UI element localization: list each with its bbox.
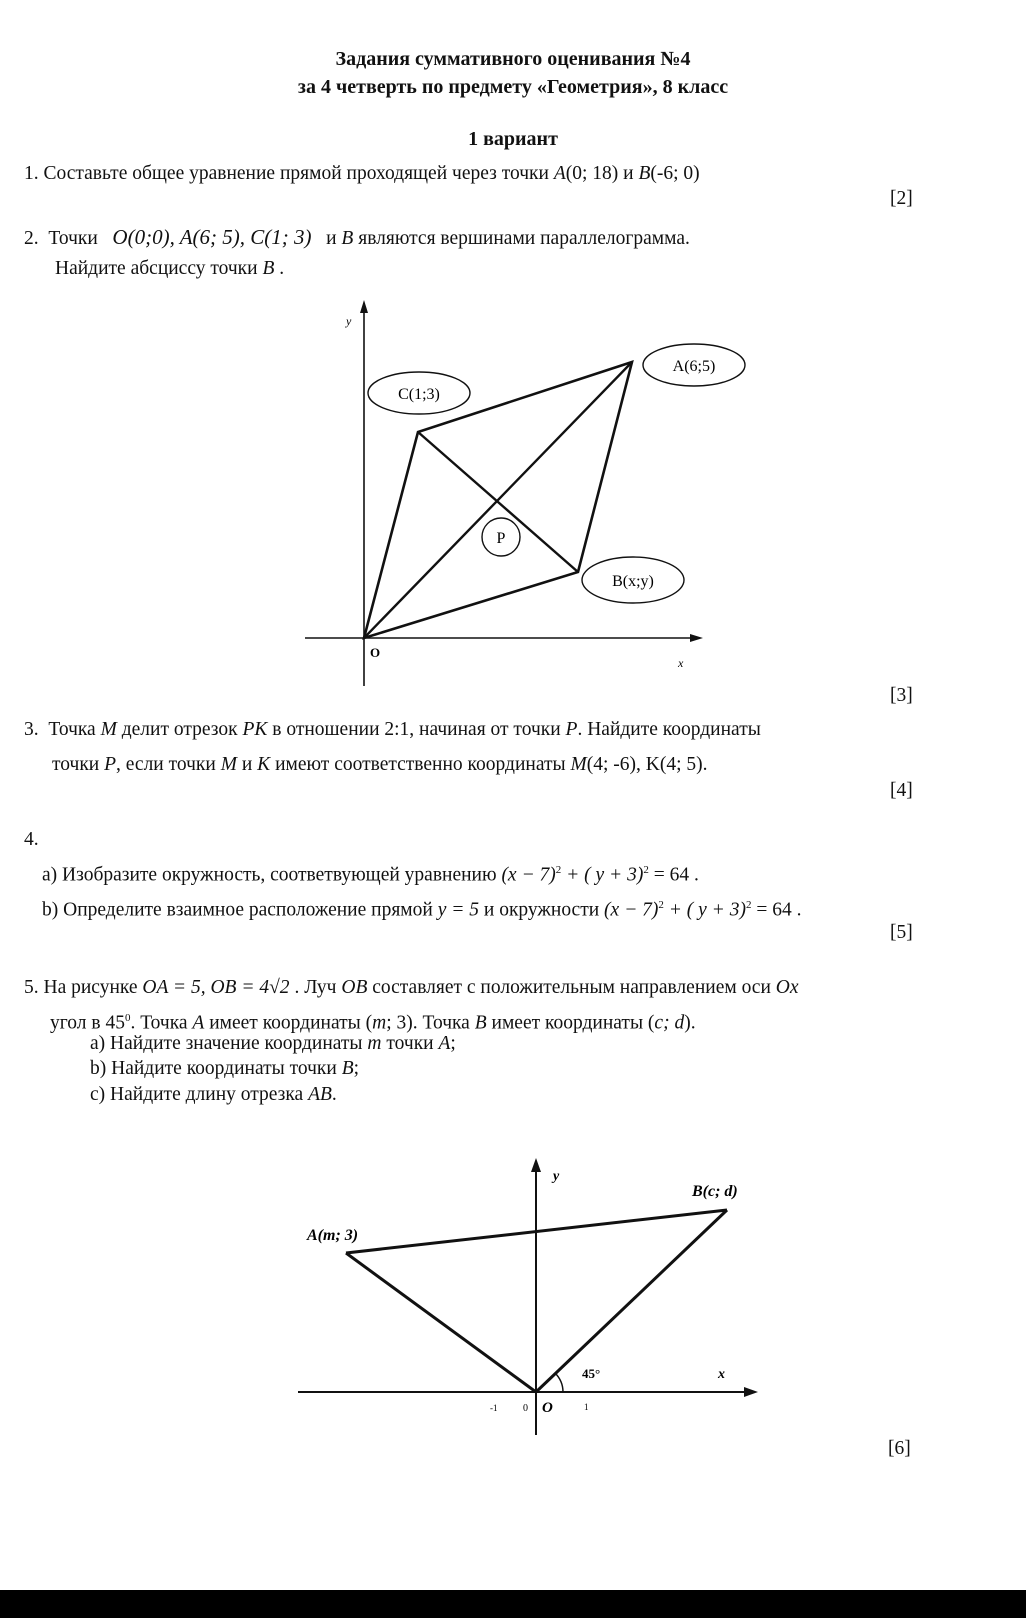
t4b-eq3: = 64 .	[751, 899, 802, 921]
segment-ob	[536, 1210, 727, 1392]
t3-m3: M	[570, 754, 587, 775]
tick-one: 1	[584, 1402, 589, 1412]
t5-c: составляет с положительным направлением оси	[367, 977, 776, 998]
t5qc-text: c) Найдите длину отрезка	[90, 1084, 309, 1105]
t5qb-end: ;	[353, 1058, 360, 1079]
t5-i: ).	[684, 1012, 696, 1034]
label-c: C(1;3)	[398, 386, 440, 403]
t4b-sq1: 2	[658, 899, 664, 911]
t3-d: . Найдите координаты	[577, 719, 761, 740]
task-5-b	[90, 1057, 359, 1081]
task-2-word: Точки	[48, 228, 98, 249]
label-p: P	[496, 530, 506, 547]
screen-bottom-bar	[0, 1590, 1026, 1618]
task-5-a	[90, 1032, 456, 1056]
t5-e: . Точка	[130, 1012, 193, 1034]
task-1-score: [2]	[890, 188, 913, 209]
task-2-question-end: .	[274, 258, 285, 279]
task-5-c	[90, 1083, 337, 1107]
t5-b: . Луч	[289, 977, 342, 998]
task-2-b: B	[341, 228, 354, 249]
point-b-name: B	[638, 163, 651, 184]
tick-zero: 0	[523, 1403, 528, 1414]
t5qa-m: m	[367, 1033, 382, 1054]
task-5-number: 5.	[24, 977, 39, 998]
t4b-eq2: + ( y + 3)	[663, 899, 746, 921]
task-5-score: [6]	[888, 1438, 911, 1459]
t5-oa: OA = 5, OB = 4√2	[142, 977, 290, 998]
task-5-line-1	[24, 976, 799, 1000]
t4a-eq1: (x − 7)	[501, 864, 556, 886]
angle-arc	[555, 1373, 563, 1392]
origin-o-label: O	[542, 1400, 553, 1416]
t4a-eq2: + ( y + 3)	[561, 864, 644, 886]
y-axis-2-arrow	[531, 1158, 541, 1172]
t5qc-end: .	[331, 1084, 337, 1105]
t4b-line: y = 5	[437, 899, 480, 921]
t4b-text: b) Определите взаимное расположение прямой	[42, 899, 438, 921]
t5qb-b: B	[341, 1058, 354, 1079]
t3-h: имеют соответственно координаты	[270, 754, 571, 775]
t4b-sq2: 2	[745, 899, 752, 911]
x-axis-label: x	[678, 656, 684, 670]
t3-k: K	[257, 754, 271, 775]
t5-ox: Ox	[775, 977, 799, 998]
t3-p2: P	[104, 754, 117, 775]
y-axis-2-label: y	[553, 1169, 560, 1184]
t4a-sq1: 2	[555, 864, 562, 876]
t5qb-text: b) Найдите координаты точки	[90, 1058, 342, 1079]
task-2-points: O(0;0), A(6; 5), C(1; 3)	[112, 225, 312, 249]
t5qa-text: а) Найдите значение координаты	[90, 1033, 368, 1054]
origin-label: O	[370, 645, 381, 660]
t3-p: P	[565, 719, 578, 740]
point-a-name: A	[553, 163, 566, 184]
t3-pk: PK	[242, 719, 268, 740]
y-axis-label: y	[346, 314, 352, 328]
worksheet-subtitle: за 4 четверть по предмету «Геометрия», 8 класс	[297, 76, 729, 98]
t5-cd: c; d	[654, 1012, 685, 1034]
variant-heading: 1 вариант	[468, 128, 558, 150]
t5qa-end: ;	[450, 1033, 456, 1054]
task-4-number: 4.	[24, 829, 39, 850]
t3-f: , если точки	[116, 754, 221, 775]
x-axis-arrow	[690, 634, 703, 642]
task-2-line-1	[24, 225, 690, 251]
t4b-mid: и окружности	[479, 899, 605, 921]
t3-c: в отношении 2:1, начиная от точки	[267, 719, 566, 740]
triangle-figure	[285, 1150, 755, 1440]
t3-a: Точка	[48, 719, 101, 740]
task-3-score: [4]	[890, 780, 913, 801]
t4a-eq3: = 64 .	[648, 864, 699, 886]
t5-g: ; 3). Точка	[386, 1012, 475, 1034]
t3-m: M	[100, 719, 117, 740]
task-2-line-2	[55, 257, 284, 281]
conjunction: и	[618, 163, 639, 184]
task-2-question-b: B	[262, 258, 275, 279]
task-4-score: [5]	[890, 922, 913, 943]
t5qa-mid: точки	[381, 1033, 439, 1054]
point-a-coord: (0; 18)	[565, 163, 619, 184]
t5-f: имеет координаты (	[204, 1012, 373, 1034]
label-b-2: B(c; d)	[692, 1183, 738, 1200]
angle-label: 45°	[582, 1366, 601, 1381]
point-b-coord: (-6; 0)	[650, 163, 700, 184]
t5qc-ab: AB	[308, 1084, 332, 1105]
t5-d: угол в 45	[50, 1012, 125, 1034]
t5-bname: B	[474, 1012, 487, 1034]
t5-h: имеет координаты (	[486, 1012, 655, 1034]
task-2-and: и	[326, 228, 342, 249]
t5-aname: A	[192, 1012, 205, 1034]
label-a-2: A(m; 3)	[307, 1227, 359, 1244]
parallelogram-figure	[290, 295, 716, 690]
segment-oa	[346, 1253, 536, 1392]
t5-a: На рисунке	[43, 977, 143, 998]
tick-minus-1: -1	[490, 1403, 498, 1413]
t3-g: и	[236, 754, 258, 775]
t5-m: m	[372, 1012, 387, 1034]
task-1-statement: Составьте общее уравнение прямой проходящей через точки	[43, 163, 554, 184]
task-3-line-1	[24, 718, 761, 742]
task-2-question: Найдите абсциссу точки	[55, 258, 263, 279]
t4b-eq1: (x − 7)	[604, 899, 659, 921]
worksheet-title: Задания суммативного оценивания №4	[335, 48, 691, 70]
t3-m2: M	[220, 754, 237, 775]
t5-ob: OB	[341, 977, 368, 998]
t5-deg: 0	[124, 1012, 131, 1024]
t3-kcoord: K(4; 5).	[640, 754, 708, 775]
t4a-text: а) Изобразите окружность, соответвующей уравнению	[42, 864, 502, 886]
x-axis-2-arrow	[744, 1387, 758, 1397]
label-a: A(6;5)	[672, 358, 716, 375]
t5qa-a: A	[438, 1033, 451, 1054]
y-axis-arrow	[360, 300, 368, 313]
t3-mcoord: (4; -6),	[586, 754, 641, 775]
t3-b: делит отрезок	[116, 719, 243, 740]
task-2-number: 2.	[24, 228, 39, 249]
t3-e: точки	[52, 754, 105, 775]
task-1-text	[24, 162, 700, 186]
task-3-line-2	[52, 753, 708, 777]
task-4-a	[42, 858, 699, 888]
task-4-b	[42, 893, 801, 923]
task-1-number: 1.	[24, 163, 39, 184]
t4a-sq2: 2	[643, 864, 649, 876]
task-2-score: [3]	[890, 685, 913, 706]
x-axis-2-label: x	[718, 1367, 725, 1382]
task-3-number: 3.	[24, 719, 39, 740]
task-2-rest: являются вершинами параллелограмма.	[353, 228, 690, 249]
label-b: B(x;y)	[612, 573, 654, 590]
